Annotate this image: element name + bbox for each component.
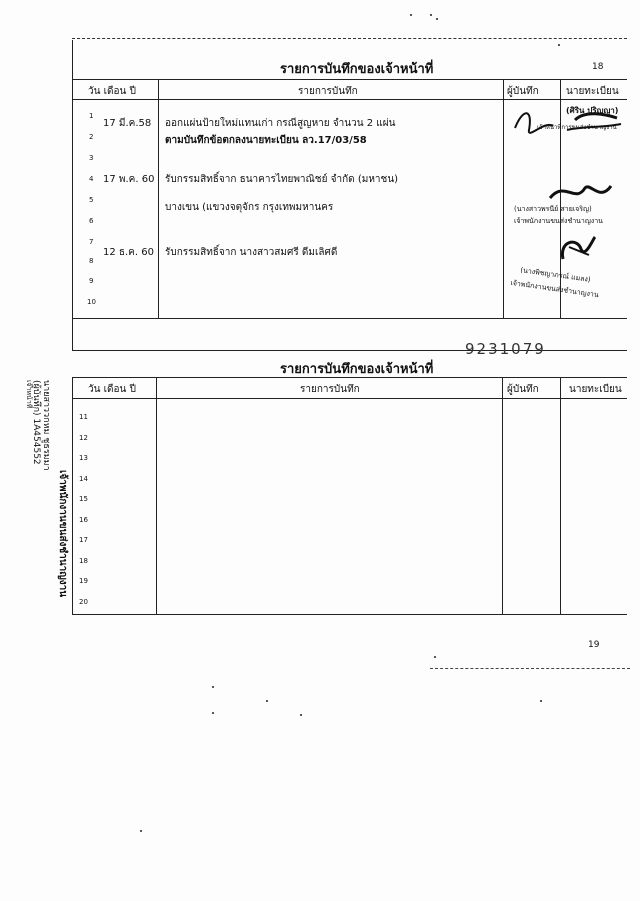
row-number: 12 bbox=[79, 434, 88, 442]
row-number: 14 bbox=[79, 475, 88, 483]
row-number: 9 bbox=[89, 277, 94, 285]
bottom-header-recorder: ผู้บันทึก bbox=[507, 384, 539, 395]
row-number: 13 bbox=[79, 454, 88, 462]
bottom-header-items: รายการบันทึก bbox=[300, 384, 360, 395]
entry-date: 12 ธ.ค. 60 bbox=[103, 247, 154, 258]
margin-text-2: (ผู้บันทึก) 1A454552 bbox=[31, 380, 41, 465]
top-header-registrar: นายทะเบียน bbox=[566, 86, 619, 97]
signature-3-icon bbox=[555, 233, 600, 265]
top-header-items: รายการบันทึก bbox=[298, 86, 358, 97]
stamp-2-title: เจ้าพนักงานขนส่งชำนาญงาน bbox=[514, 217, 603, 225]
row-number: 16 bbox=[79, 516, 88, 524]
stamp-1-name: (ศิริน ปริญญา) bbox=[566, 106, 619, 115]
bottom-title: รายการบันทึกของเจ้าหน้าที่ bbox=[280, 362, 434, 377]
row-number: 2 bbox=[89, 133, 94, 141]
row-number: 18 bbox=[79, 557, 88, 565]
stamp-2-name: (นางสาวพรนีย์ สายเจริญ) bbox=[514, 205, 592, 213]
entry-text: รับกรรมสิทธิ์จาก นางสาวสมศรี ดีมเลิศดี bbox=[165, 247, 338, 258]
margin-text-1: นายสาววกหม ชูธรมมา bbox=[41, 380, 51, 471]
entry-date: 17 พ.ค. 60 bbox=[103, 174, 155, 185]
margin-text-4: เจ้าพนักงานขนส่งชำนาญงาน bbox=[57, 470, 68, 598]
top-header-recorder: ผู้บันทึก bbox=[507, 86, 539, 97]
top-title: รายการบันทึกของเจ้าหน้าที่ bbox=[280, 62, 434, 77]
bottom-header-date: วัน เดือน ปี bbox=[88, 384, 136, 395]
row-number: 1 bbox=[89, 112, 94, 120]
row-number: 11 bbox=[79, 413, 88, 421]
top-header-date: วัน เดือน ปี bbox=[88, 86, 136, 97]
stamp-3-name: (นางพิชญาภรณ์ แมลง) bbox=[519, 266, 592, 284]
entry-date: 17 มี.ค.58 bbox=[103, 118, 152, 129]
entry-text: ออกแผ่นป้ายใหม่แทนเก่า กรณีสูญหาย จำนวน 2 แผ่น bbox=[165, 118, 396, 129]
stamp-1-title: เจ้าหน้าที่การขนส่งชำนาญงาน bbox=[537, 124, 617, 131]
entry-text: รับกรรมสิทธิ์จาก ธนาคารไทยพาณิชย์ จำกัด (มหาชน) bbox=[165, 174, 399, 185]
top-page-number: 18 bbox=[592, 62, 604, 72]
serial-number: 9231079 bbox=[465, 340, 546, 358]
row-number: 8 bbox=[89, 257, 94, 265]
bottom-header-registrar: นายทะเบียน bbox=[569, 384, 622, 395]
margin-text-3: เจ้าหน้าที่ bbox=[25, 380, 33, 409]
bottom-page-number: 19 bbox=[588, 640, 600, 650]
row-number: 17 bbox=[79, 536, 88, 544]
stamp-3-title: เจ้าพนักงานขนส่งชำนาญงาน bbox=[509, 278, 600, 300]
row-number: 3 bbox=[89, 154, 94, 162]
entry-text: บางเขน (แขวงจตุจักร กรุงเทพมหานคร bbox=[165, 202, 334, 213]
row-number: 15 bbox=[79, 495, 88, 503]
row-number: 20 bbox=[79, 598, 88, 606]
row-number: 6 bbox=[89, 217, 94, 225]
row-number: 19 bbox=[79, 577, 88, 585]
row-number: 10 bbox=[87, 298, 96, 306]
row-number: 7 bbox=[89, 238, 94, 246]
row-number: 5 bbox=[89, 196, 94, 204]
entry-text: ตามบันทึกข้อตกลงนายทะเบียน ลว.17/03/58 bbox=[165, 135, 367, 146]
row-number: 4 bbox=[89, 175, 94, 183]
